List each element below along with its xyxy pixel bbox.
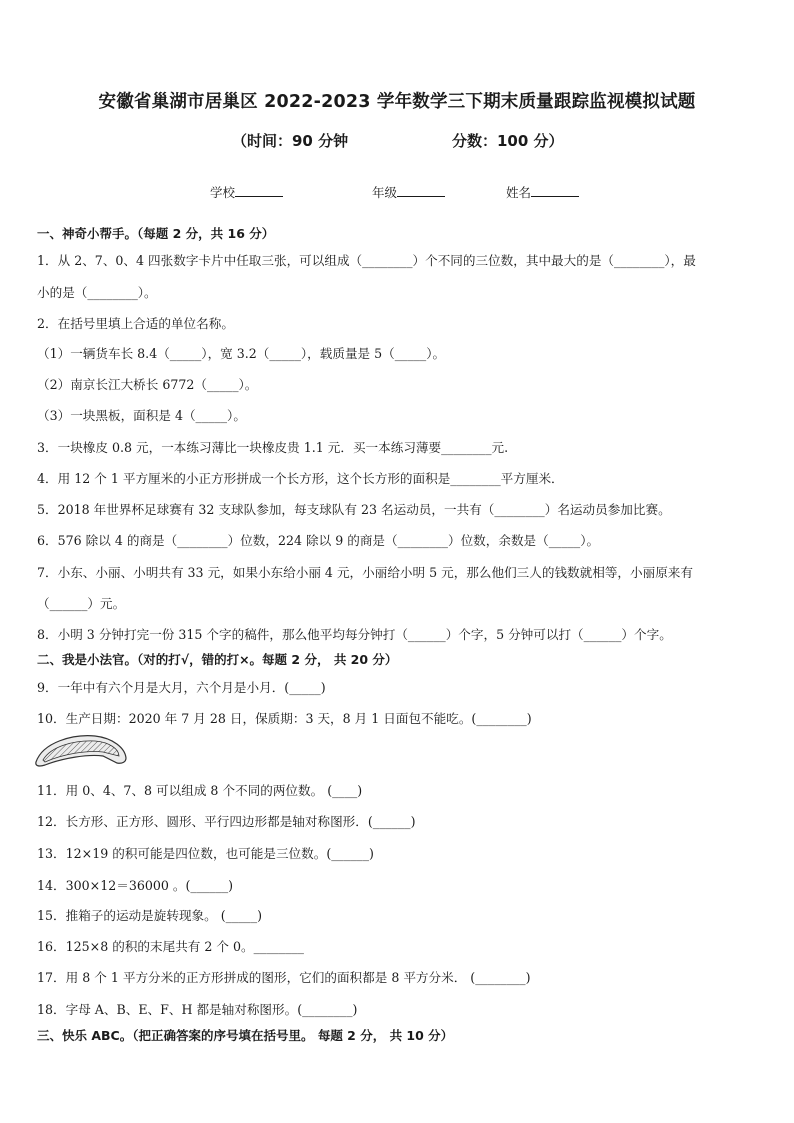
grade-field xyxy=(372,183,445,201)
question-15: 15．推箱子的运动是旋转现象。 (_____) xyxy=(37,908,263,923)
question-1-line-2: 小的是（________）。 xyxy=(37,285,157,300)
question-11: 11．用 0、4、7、8 可以组成 8 个不同的两位数。 (____) xyxy=(37,783,363,798)
question-9: 9．一年中有六个月是大月，六个月是小月．(_____) xyxy=(37,680,326,695)
exam-score: 分数：100 分） xyxy=(452,132,564,150)
page-title: 安徽省巢湖市居巢区 2022-2023 学年数学三下期末质量跟踪监视模拟试题 xyxy=(98,92,696,112)
question-12: 12．长方形、正方形、圆形、平行四边形都是轴对称图形．(______) xyxy=(37,814,416,829)
question-4: 4．用 12 个 1 平方厘米的小正方形拼成一个长方形，这个长方形的面积是________平方厘米． xyxy=(37,471,564,486)
section-1-heading: 一、神奇小帮手。（每题 2 分，共 16 分） xyxy=(37,226,275,241)
question-17: 17．用 8 个 1 平方分米的正方形拼成的图形，它们的面积都是 8 平方分米． (________) xyxy=(37,970,531,985)
question-10: 10．生产日期：2020 年 7 月 28 日，保质期：3 天，8 月 1 日面包不能吃。(________) xyxy=(37,711,532,726)
question-2-part-2: （2）南京长江大桥长 6772（_____）。 xyxy=(37,377,258,392)
name-blank[interactable] xyxy=(531,184,579,197)
question-13: 13．12×19 的积可能是四位数，也可能是三位数。(______) xyxy=(37,846,374,861)
grade-blank[interactable] xyxy=(397,184,445,197)
question-14: 14．300×12＝36000 。(______) xyxy=(37,878,234,893)
question-3: 3．一块橡皮 0.8 元，一本练习薄比一块橡皮贵 1.1 元．买一本练习薄要________元. xyxy=(37,440,509,455)
question-18: 18．字母 A、B、E、F、H 都是轴对称图形。(________) xyxy=(37,1002,358,1017)
question-8: 8．小明 3 分钟打完一份 315 个字的稿件，那么他平均每分钟打（______）个字，5 分钟可以打（______）个字。 xyxy=(37,627,672,642)
question-7-line-1: 7．小东、小丽、小明共有 33 元，如果小东给小丽 4 元，小丽给小明 5 元，那么他们三人的钱数就相等，小丽原来有 xyxy=(37,565,693,580)
name-field xyxy=(506,183,579,201)
question-1-line-1: 1．从 2、7、0、4 四张数字卡片中任取三张，可以组成（________）个不同的三位数，其中最大的是（________），最 xyxy=(37,253,696,268)
name-label: 姓名 xyxy=(506,185,532,200)
question-7-line-2: （______）元。 xyxy=(37,596,126,611)
exam-time: （时间：90 分钟 xyxy=(232,132,349,150)
question-2-part-3: （3）一块黑板，面积是 4（_____）。 xyxy=(37,408,246,423)
section-3-heading: 三、快乐 ABC。（把正确答案的序号填在括号里。 每题 2 分， 共 10 分） xyxy=(37,1028,454,1043)
question-16: 16．125×8 的积的末尾共有 2 个 0。________ xyxy=(37,939,304,954)
question-2: 2．在括号里填上合适的单位名称。 xyxy=(37,316,234,331)
grade-label: 年级 xyxy=(372,185,398,200)
question-5: 5．2018 年世界杯足球赛有 32 支球队参加，每支球队有 23 名运动员，一共有（________）名运动员参加比赛。 xyxy=(37,502,671,517)
question-6: 6．576 除以 4 的商是（________）位数，224 除以 9 的商是（________）位数，余数是（_____）。 xyxy=(37,533,600,548)
school-blank[interactable] xyxy=(235,184,283,197)
section-2-heading: 二、我是小法官。（对的打√，错的打×。每题 2 分， 共 20 分） xyxy=(37,652,398,667)
school-label: 学校 xyxy=(210,185,236,200)
school-field xyxy=(210,183,283,201)
question-2-part-1: （1）一辆货车长 8.4（_____），宽 3.2（_____），载质量是 5（_____）。 xyxy=(37,346,446,361)
bread-slice-image xyxy=(33,732,129,770)
